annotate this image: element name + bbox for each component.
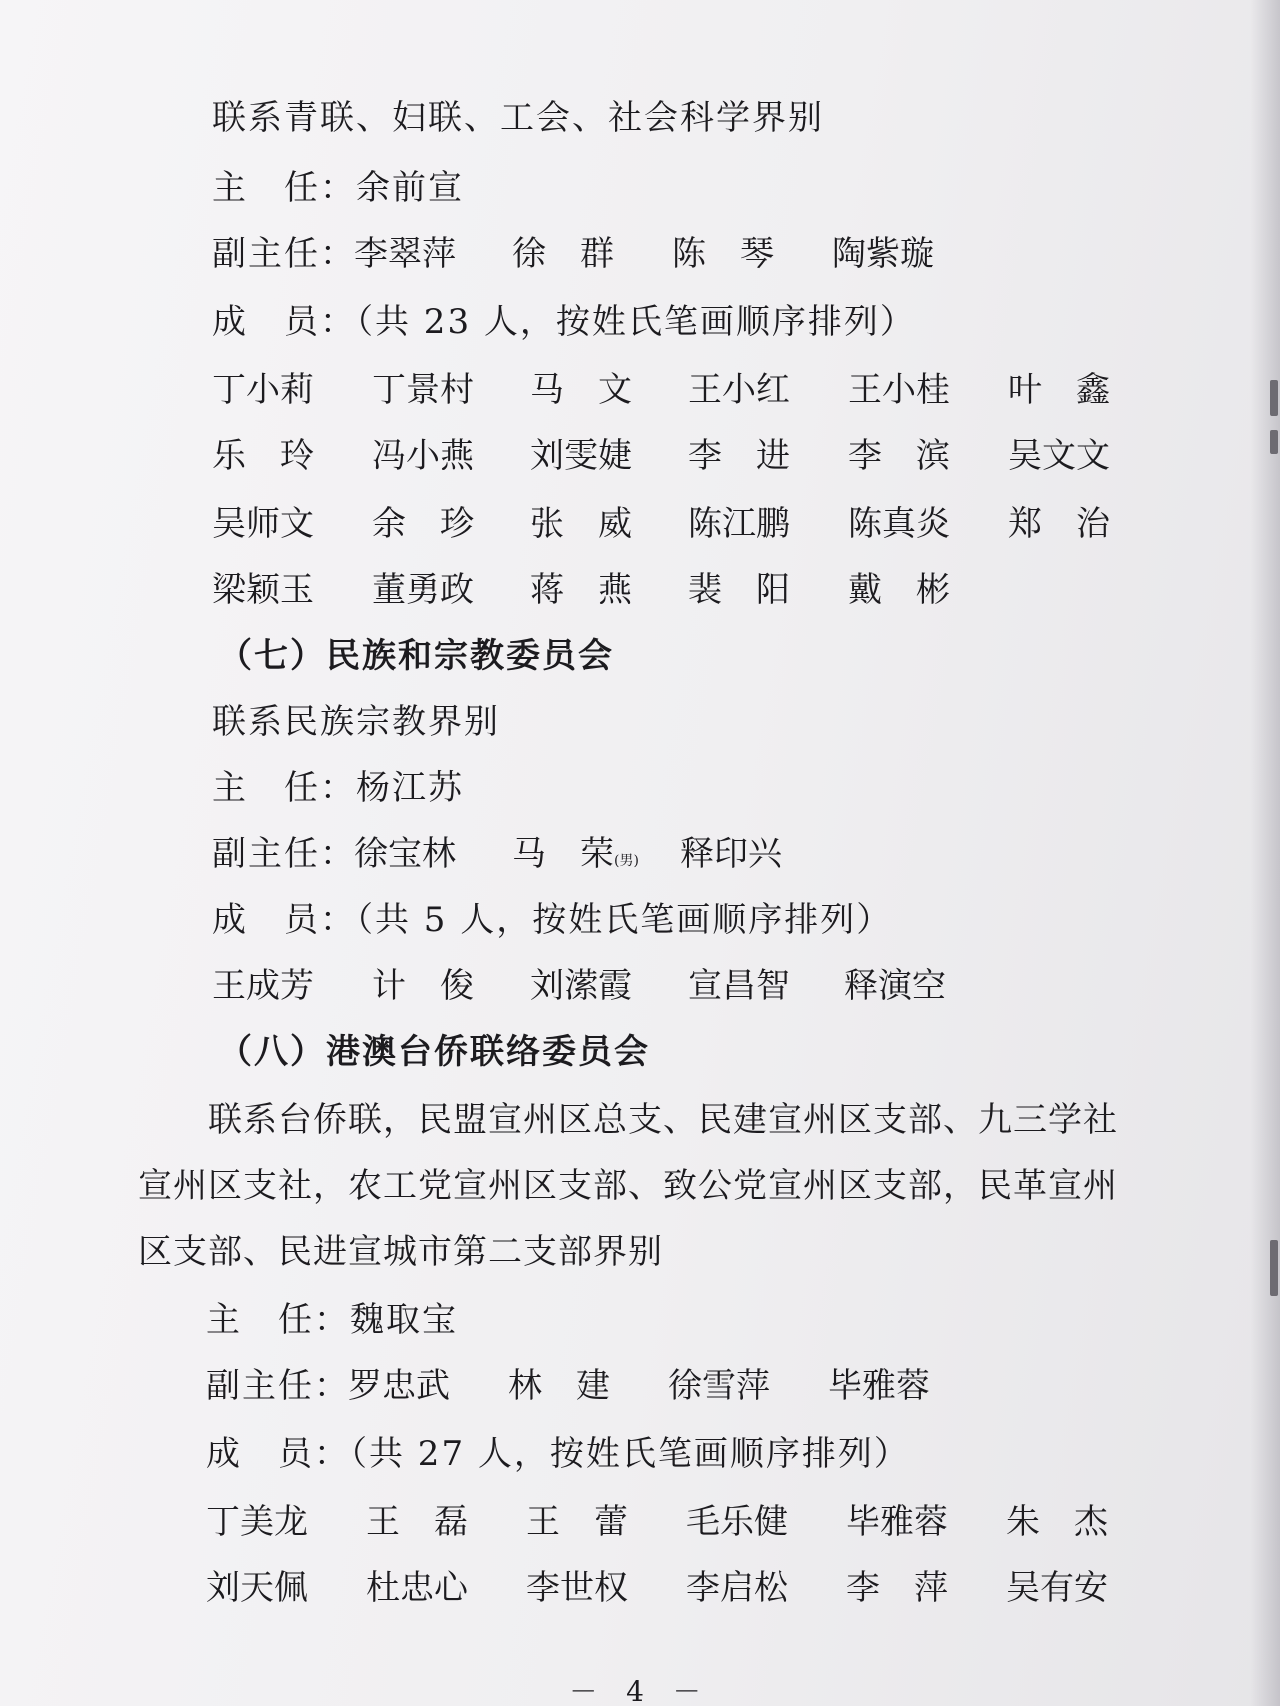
director-label: 主 任： [212,768,356,808]
deputy-name: 徐 群 [512,234,614,274]
member-name: 毕雅蓉 [846,1502,948,1542]
sec8-liaison-line: 联系台侨联，民盟宣州区总支、民建宣州区支部、九三学社 [208,1100,1118,1140]
member-name: 陈真炎 [848,504,950,544]
gender-note: (男) [614,853,639,869]
sec6-director-row [212,168,464,208]
members-label: 成 员： [212,302,356,342]
sec7-deputy-label: 副主任： [212,834,356,874]
binding-mark [1270,1240,1278,1296]
member-name: 王 磊 [366,1502,468,1542]
director-name: 魏取宝 [350,1300,458,1340]
sec7-heading: （七）民族和宗教委员会 [218,636,614,676]
member-name: 马 文 [530,370,632,410]
deputy-name: 释印兴 [680,834,782,874]
sec7-members-row [212,900,892,940]
member-name: 李 滨 [848,436,950,476]
member-name: 王小桂 [848,370,950,410]
sec6-liaison: 联系青联、妇联、工会、社会科学界别 [212,98,824,138]
member-name: 李世权 [526,1568,628,1608]
member-name: 刘天佩 [206,1568,308,1608]
member-name: 计 俊 [372,966,474,1006]
director-name: 余前宣 [356,168,464,208]
sec8-director-row [206,1300,458,1340]
member-name: 乐 玲 [212,436,314,476]
sec6-deputy-label: 副主任： [212,234,356,274]
deputy-name-with-note [512,834,639,881]
director-label: 主 任： [206,1300,350,1340]
member-name: 裴 阳 [688,570,790,610]
deputy-name: 徐宝林 [354,834,456,874]
member-name: 叶 鑫 [1008,370,1110,410]
sec7-liaison: 联系民族宗教界别 [212,702,500,742]
members-note: （共 27 人，按姓氏笔画顺序排列） [350,1434,910,1474]
sec8-members-row [206,1434,910,1474]
deputy-name: 林 建 [508,1366,610,1406]
member-name: 李 萍 [846,1568,948,1608]
member-name: 王小红 [688,370,790,410]
member-name: 吴文文 [1008,436,1110,476]
page-number: － 4 － [569,1675,711,1706]
members-note: （共 23 人，按姓氏笔画顺序排列） [356,302,916,342]
member-name: 毛乐健 [686,1502,788,1542]
sec8-deputy-label: 副主任： [206,1366,350,1406]
member-name: 李 进 [688,436,790,476]
member-name: 王 蕾 [526,1502,628,1542]
page-edge-shadow [1250,0,1280,1706]
member-name: 丁美龙 [206,1502,308,1542]
sec8-liaison-line: 宣州区支社，农工党宣州区支部、致公党宣州区支部，民革宣州 [138,1166,1118,1206]
member-name: 王成芳 [212,966,314,1006]
member-name: 吴师文 [212,504,314,544]
member-name: 李启松 [686,1568,788,1608]
director-name: 杨江苏 [356,768,464,808]
binding-mark [1270,380,1278,416]
deputy-name: 李翠萍 [354,234,456,274]
member-name: 蒋 燕 [530,570,632,610]
member-name: 释演空 [844,966,946,1006]
sec6-members-row [212,302,916,342]
deputy-name: 罗忠武 [348,1366,450,1406]
member-name: 刘雯婕 [530,436,632,476]
deputy-name: 徐雪萍 [668,1366,770,1406]
member-name: 冯小燕 [372,436,474,476]
member-name: 郑 治 [1008,504,1110,544]
director-label: 主 任： [212,168,356,208]
deputy-name: 马 荣 [512,834,614,874]
member-name: 陈江鹏 [688,504,790,544]
members-note: （共 5 人，按姓氏笔画顺序排列） [356,900,893,940]
deputy-name: 陈 琴 [672,234,774,274]
deputy-name: 陶紫璇 [832,234,934,274]
member-name: 丁小莉 [212,370,314,410]
members-label: 成 员： [206,1434,350,1474]
member-name: 宣昌智 [688,966,790,1006]
member-name: 董勇政 [372,570,474,610]
sec7-director-row [212,768,464,808]
member-name: 吴有安 [1006,1568,1108,1608]
member-name: 朱 杰 [1006,1502,1108,1542]
member-name: 余 珍 [372,504,474,544]
members-label: 成 员： [212,900,356,940]
member-name: 戴 彬 [848,570,950,610]
sec8-heading: （八）港澳台侨联络委员会 [218,1032,650,1072]
member-name: 梁颖玉 [212,570,314,610]
member-name: 丁景村 [372,370,474,410]
member-name: 刘潆霞 [530,966,632,1006]
member-name: 张 威 [530,504,632,544]
sec8-liaison-line: 区支部、民进宣城市第二支部界别 [138,1232,663,1272]
member-name: 杜忠心 [366,1568,468,1608]
binding-mark [1270,430,1278,454]
deputy-name: 毕雅蓉 [828,1366,930,1406]
